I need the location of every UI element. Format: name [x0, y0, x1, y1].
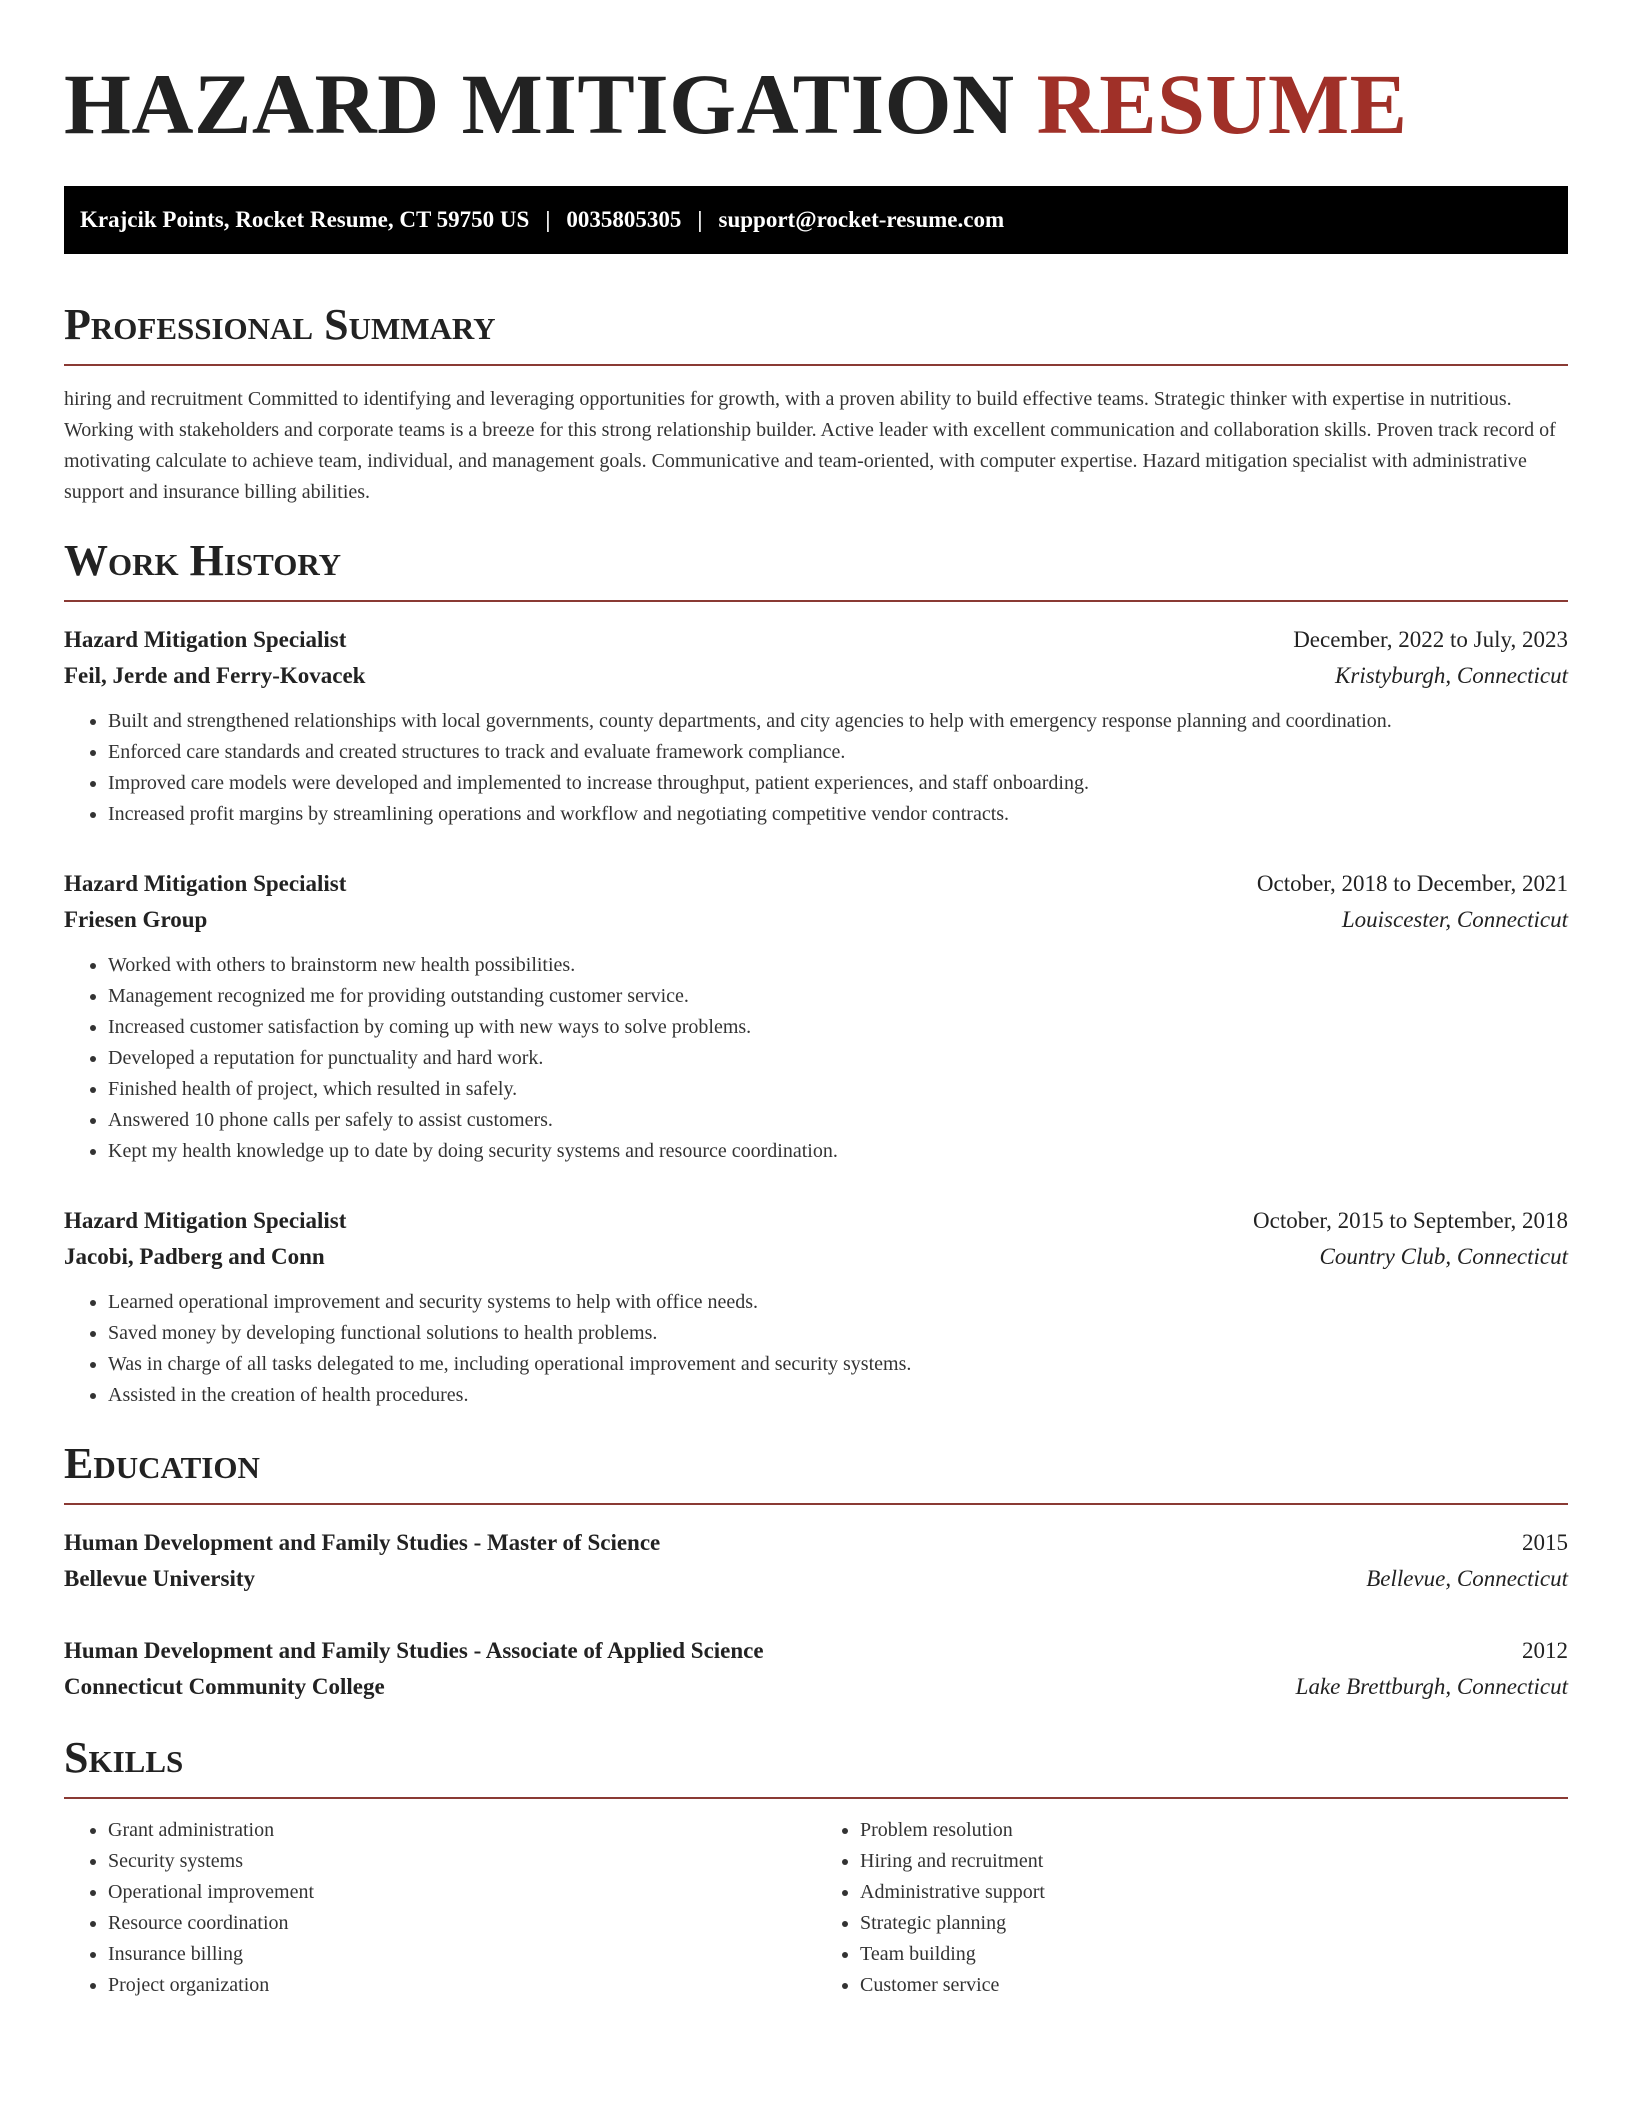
job-bullet: • Enforced care standards and created structures to track and evaluate framework compliance.	[108, 737, 1568, 768]
job-entry	[64, 622, 1568, 830]
title-accent: RESUME	[1036, 56, 1408, 152]
job-bullet: • Finished health of project, which resulted in safely.	[108, 1074, 1568, 1105]
education-entry	[64, 1633, 1568, 1705]
contact-email[interactable]: support@rocket-resume.com	[718, 207, 1005, 232]
job-bullet: • Kept my health knowledge up to date by doing security systems and resource coordination.	[108, 1136, 1568, 1167]
skill-item: • Hiring and recruitment	[860, 1846, 1568, 1877]
education-degree: Human Development and Family Studies - Associate of Applied Science	[64, 1638, 764, 1663]
education-school: Bellevue University	[64, 1566, 255, 1591]
skills-list	[64, 1815, 1568, 2001]
skill-item: • Security systems	[108, 1846, 816, 1877]
job-bullet: • Worked with others to brainstorm new health possibilities.	[108, 950, 1568, 981]
skills-column-left	[64, 1815, 816, 2001]
job-dates: October, 2015 to September, 2018	[1253, 1208, 1568, 1233]
summary-text: hiring and recruitment Committed to identifying and leveraging opportunities for growth, with a proven ability to build effective teams. Strategic thinker with expertise in nutritious. Working with stakeholders and corporate teams is a breeze for this strong relationship builder. Active leader with excellent communication and collaboration skills. Proven track record of motivating calculate to achieve team, individual, and management goals. Communicative and team-oriented, with computer expertise. Hazard mitigation specialist with administrative support and insurance billing abilities.	[64, 388, 1556, 503]
job-bullet: • Learned operational improvement and security systems to help with office needs.	[108, 1287, 1568, 1318]
skill-item: • Resource coordination	[108, 1908, 816, 1939]
skills-column-right	[816, 1815, 1568, 2001]
job-bullet: • Developed a reputation for punctuality and hard work.	[108, 1043, 1568, 1074]
job-bullets	[64, 706, 1568, 830]
job-company: Jacobi, Padberg and Conn	[64, 1244, 325, 1269]
job-bullets	[64, 950, 1568, 1167]
job-location: Country Club, Connecticut	[1319, 1244, 1568, 1269]
job-entry	[64, 866, 1568, 1167]
skills-heading: Skills	[64, 1733, 1568, 1799]
job-bullet: • Saved money by developing functional solutions to health problems.	[108, 1318, 1568, 1349]
job-title: Hazard Mitigation Specialist	[64, 1208, 347, 1233]
job-bullet: • Built and strengthened relationships with local governments, county departments, and city agencies to help with emergency response planning and coordination.	[108, 706, 1568, 737]
skill-item: • Insurance billing	[108, 1939, 816, 1970]
skill-item: • Grant administration	[108, 1815, 816, 1846]
summary-heading: Professional Summary	[64, 300, 1568, 366]
education-school: Connecticut Community College	[64, 1674, 385, 1699]
skill-item: • Problem resolution	[860, 1815, 1568, 1846]
job-title: Hazard Mitigation Specialist	[64, 871, 347, 896]
job-bullet: • Increased customer satisfaction by coming up with new ways to solve problems.	[108, 1012, 1568, 1043]
skill-item: • Customer service	[860, 1970, 1568, 2001]
job-entry	[64, 1203, 1568, 1411]
job-bullet: • Was in charge of all tasks delegated to me, including operational improvement and security systems.	[108, 1349, 1568, 1380]
job-company: Friesen Group	[64, 907, 208, 932]
education-year: 2015	[1522, 1530, 1568, 1555]
job-bullet: • Assisted in the creation of health procedures.	[108, 1380, 1568, 1411]
education-degree: Human Development and Family Studies - Master of Science	[64, 1530, 661, 1555]
job-location: Kristyburgh, Connecticut	[1335, 663, 1568, 688]
skill-item: • Team building	[860, 1939, 1568, 1970]
education-heading: Education	[64, 1439, 1568, 1505]
skill-item: • Administrative support	[860, 1877, 1568, 1908]
contact-bar	[64, 186, 1568, 254]
skill-item: • Strategic planning	[860, 1908, 1568, 1939]
education-year: 2012	[1522, 1638, 1568, 1663]
contact-separator: |	[545, 207, 551, 232]
contact-separator: |	[697, 207, 703, 232]
education-entry	[64, 1525, 1568, 1597]
job-location: Louiscester, Connecticut	[1341, 907, 1568, 932]
job-dates: October, 2018 to December, 2021	[1256, 871, 1568, 896]
job-bullet: • Answered 10 phone calls per safely to assist customers.	[108, 1105, 1568, 1136]
skill-item: • Operational improvement	[108, 1877, 816, 1908]
job-title: Hazard Mitigation Specialist	[64, 627, 347, 652]
education-location: Bellevue, Connecticut	[1366, 1566, 1568, 1591]
title-main: HAZARD MITIGATION	[64, 56, 1015, 152]
job-bullet: • Management recognized me for providing outstanding customer service.	[108, 981, 1568, 1012]
education-location: Lake Brettburgh, Connecticut	[1295, 1674, 1568, 1699]
resume-title	[64, 56, 1568, 152]
skill-item: • Project organization	[108, 1970, 816, 2001]
contact-phone[interactable]: 0035805305	[566, 207, 682, 232]
job-company: Feil, Jerde and Ferry-Kovacek	[64, 663, 366, 688]
job-bullet: • Increased profit margins by streamlining operations and workflow and negotiating competitive vendor contracts.	[108, 799, 1568, 830]
contact-address: Krajcik Points, Rocket Resume, CT 59750 US	[80, 207, 530, 232]
work-history-heading: Work History	[64, 536, 1568, 602]
job-dates: December, 2022 to July, 2023	[1293, 627, 1568, 652]
job-bullets	[64, 1287, 1568, 1411]
resume-page	[64, 0, 1568, 2001]
job-bullet: • Improved care models were developed and implemented to increase throughput, patient experiences, and staff onboarding.	[108, 768, 1568, 799]
